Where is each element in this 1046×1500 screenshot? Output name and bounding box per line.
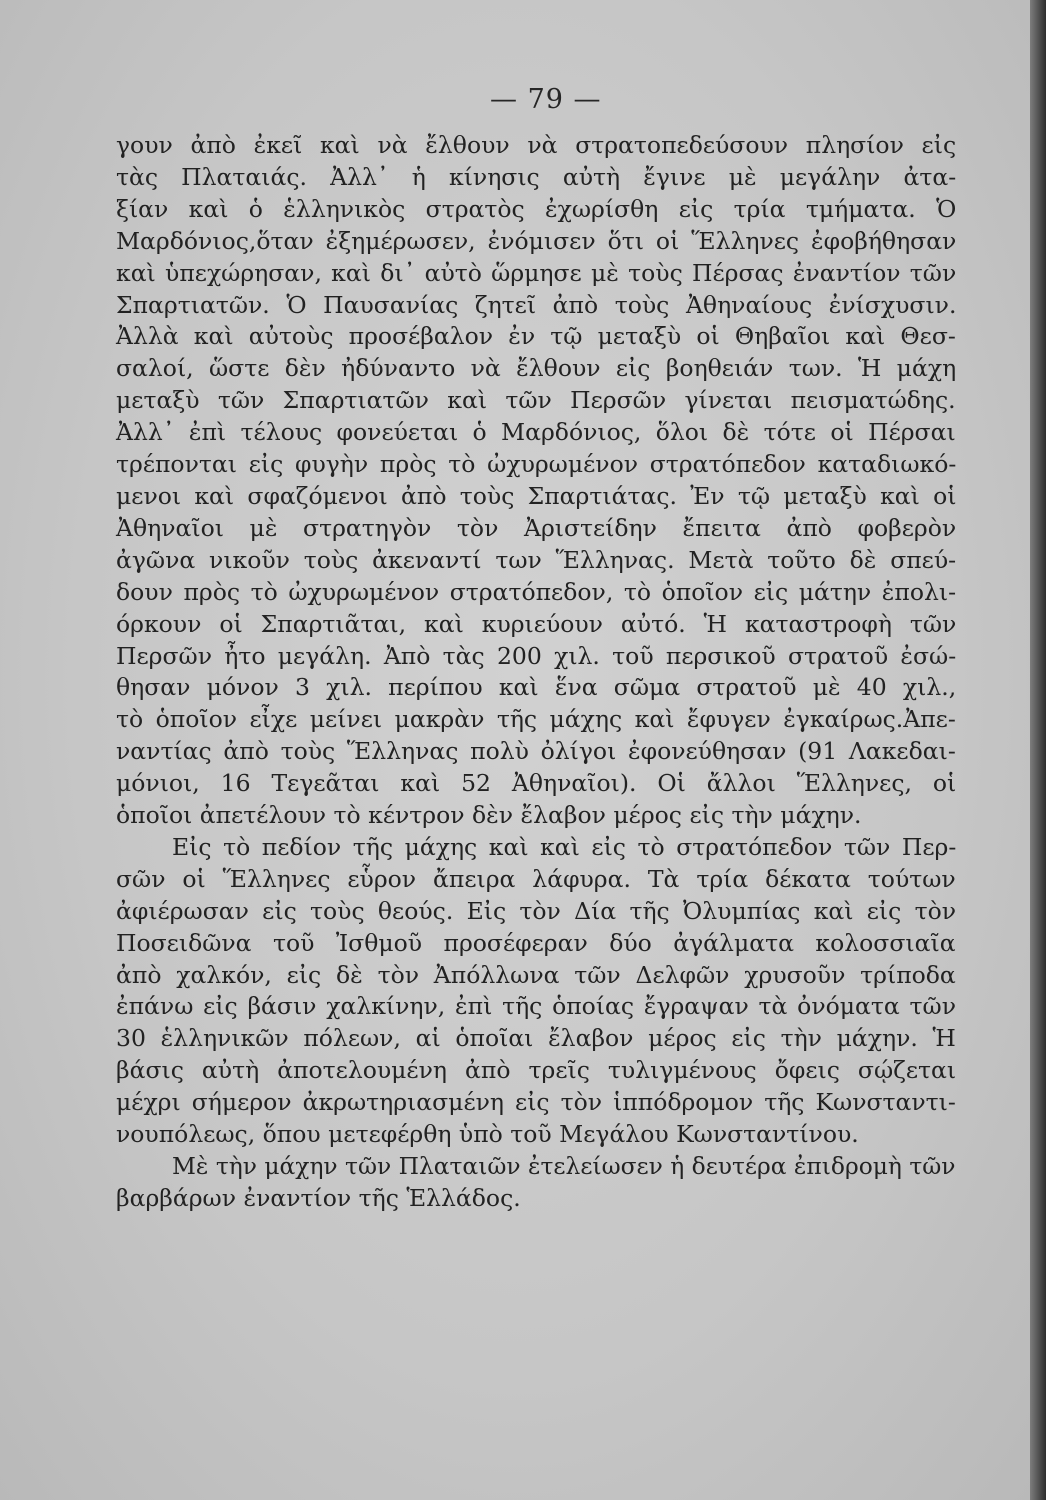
paragraph-1 (116, 130, 956, 832)
text-line: Ἀλλὰ καὶ αὐτοὺς προσέβαλον ἐν τῷ μεταξὺ οἱ Θηβαῖοι καὶ Θεσ- (116, 322, 956, 351)
text-line: σῶν οἱ Ἕλληνες εὗρον ἄπειρα λάφυρα. Τὰ τρία δέκατα τούτων (116, 864, 956, 893)
text-line: ἀφιέρωσαν εἰς τοὺς θεούς. Εἰς τὸν Δία τῆς Ὀλυμπίας καὶ εἰς τὸν (116, 896, 957, 925)
text-line: μέχρι σήμερον ἀκρωτηριασμένη εἰς τὸν ἱππόδρομον τῆς Κωνσταντι- (116, 1088, 956, 1117)
text-line: βάσις αὐτὴ ἀποτελουμένη ἀπὸ τρεῖς τυλιγμένους ὄφεις σῴζεται (116, 1056, 957, 1085)
text-line: γουν ἀπὸ ἐκεῖ καὶ νὰ ἔλθουν νὰ στρατοπεδεύσουν πλησίον εἰς (116, 131, 957, 159)
page-body (116, 130, 956, 1215)
text-line: Μαρδόνιος,ὅταν ἐξημέρωσεν, ἐνόμισεν ὅτι οἱ Ἕλληνες ἐφοβήθησαν (116, 226, 957, 255)
text-line: ναντίας ἀπὸ τοὺς Ἕλληνας πολὺ ὀλίγοι ἐφονεύθησαν (91 Λακεδαι- (116, 737, 956, 766)
text-line: όρκουν οἱ Σπαρτιᾶται, καὶ κυριεύουν αὐτό. Ἡ καταστροφὴ τῶν (116, 609, 957, 638)
text-line: Μὲ τὴν μάχην τῶν Πλαταιῶν ἐτελείωσεν ἡ δευτέρα ἐπιδρομὴ τῶν (172, 1152, 956, 1180)
text-line: Περσῶν ἦτο μεγάλη. Ἀπὸ τὰς 200 χιλ. τοῦ περσικοῦ στρατοῦ ἐσώ- (116, 641, 957, 670)
text-line: μεταξὺ τῶν Σπαρτιατῶν καὶ τῶν Περσῶν γίνεται πεισματώδης. (116, 386, 956, 415)
text-line: νουπόλεως, ὅπου μετεφέρθη ὑπὸ τοῦ Μεγάλου Κωνσταντίνου. (116, 1120, 859, 1149)
text-line: ξίαν καὶ ὁ ἑλληνικὸς στρατὸς ἐχωρίσθη εἰς τρία τμήματα. Ὁ (116, 194, 957, 223)
text-line: Εἰς τὸ πεδίον τῆς μάχης καὶ καὶ εἰς τὸ στρατόπεδον τῶν Περ- (172, 832, 957, 861)
paragraph-2 (116, 832, 956, 1151)
text-line: ὁποῖοι ἀπετέλουν τὸ κέντρον δὲν ἔλαβον μέρος εἰς τὴν μάχην. (116, 801, 862, 830)
scan-edge-shadow (1030, 0, 1046, 1500)
text-line: 30 ἑλληνικῶν πόλεων, αἱ ὁποῖαι ἔλαβον μέρος εἰς τὴν μάχην. Ἡ (116, 1024, 956, 1053)
page-number: — 79 — (490, 84, 602, 115)
text-line: τὸ ὁποῖον εἶχε μείνει μακρὰν τῆς μάχης καὶ ἔφυγεν ἐγκαίρως.Ἀπε- (116, 705, 956, 734)
text-line: ἐπάνω εἰς βάσιν χαλκίνην, ἐπὶ τῆς ὁποίας ἔγραψαν τὰ ὀνόματα τῶν (116, 992, 956, 1021)
text-line: ἀπὸ χαλκόν, εἰς δὲ τὸν Ἀπόλλωνα τῶν Δελφῶν χρυσοῦν τρίποδα (116, 960, 956, 989)
text-line: ἀγῶνα νικοῦν τοὺς ἀκεναντί των Ἕλληνας. Μετὰ τοῦτο δὲ σπεύ- (116, 545, 957, 574)
text-line: τὰς Πλαταιάς. Ἀλλ᾿ ἡ κίνησις αὐτὴ ἔγινε μὲ μεγάλην ἀτα- (116, 162, 957, 191)
text-line: σαλοί, ὥστε δὲν ἠδύναντο νὰ ἔλθουν εἰς βοηθειάν των. Ἡ μάχη (116, 354, 957, 383)
text-line: Ἀθηναῖοι μὲ στρατηγὸν τὸν Ἀριστείδην ἔπειτα ἀπὸ φοβερὸν (116, 513, 957, 542)
text-line: τρέπονται εἰς φυγὴν πρὸς τὸ ὠχυρωμένον στρατόπεδον καταδιωκό- (116, 450, 957, 479)
text-line: καὶ ὑπεχώρησαν, καὶ δι᾿ αὐτὸ ὥρμησε μὲ τοὺς Πέρσας ἐναντίον τῶν (116, 258, 957, 287)
text-line: βαρβάρων ἐναντίον τῆς Ἑλλάδος. (116, 1183, 521, 1212)
paragraph-3 (116, 1151, 956, 1215)
text-line: Ἀλλ᾿ ἐπὶ τέλους φονεύεται ὁ Μαρδόνιος, ὅλοι δὲ τότε οἱ Πέρσαι (116, 418, 956, 447)
text-line: δουν πρὸς τὸ ὠχυρωμένον στρατόπεδον, τὸ ὁποῖον εἰς μάτην ἐπολι- (116, 577, 957, 606)
text-line: μενοι καὶ σφαζόμενοι ἀπὸ τοὺς Σπαρτιάτας. Ἐν τῷ μεταξὺ καὶ οἱ (116, 481, 957, 510)
text-line: μόνιοι, 16 Τεγεᾶται καὶ 52 Ἀθηναῖοι). Οἱ ἄλλοι Ἕλληνες, οἱ (116, 769, 957, 798)
text-line: Ποσειδῶνα τοῦ Ἰσθμοῦ προσέφεραν δύο ἀγάλματα κολοσσιαῖα (116, 928, 956, 957)
text-line: θησαν μόνον 3 χιλ. περίπου καὶ ἕνα σῶμα στρατοῦ μὲ 40 χιλ., (116, 673, 957, 702)
text-line: Σπαρτιατῶν. Ὁ Παυσανίας ζητεῖ ἀπὸ τοὺς Ἀθηναίους ἐνίσχυσιν. (116, 290, 957, 319)
